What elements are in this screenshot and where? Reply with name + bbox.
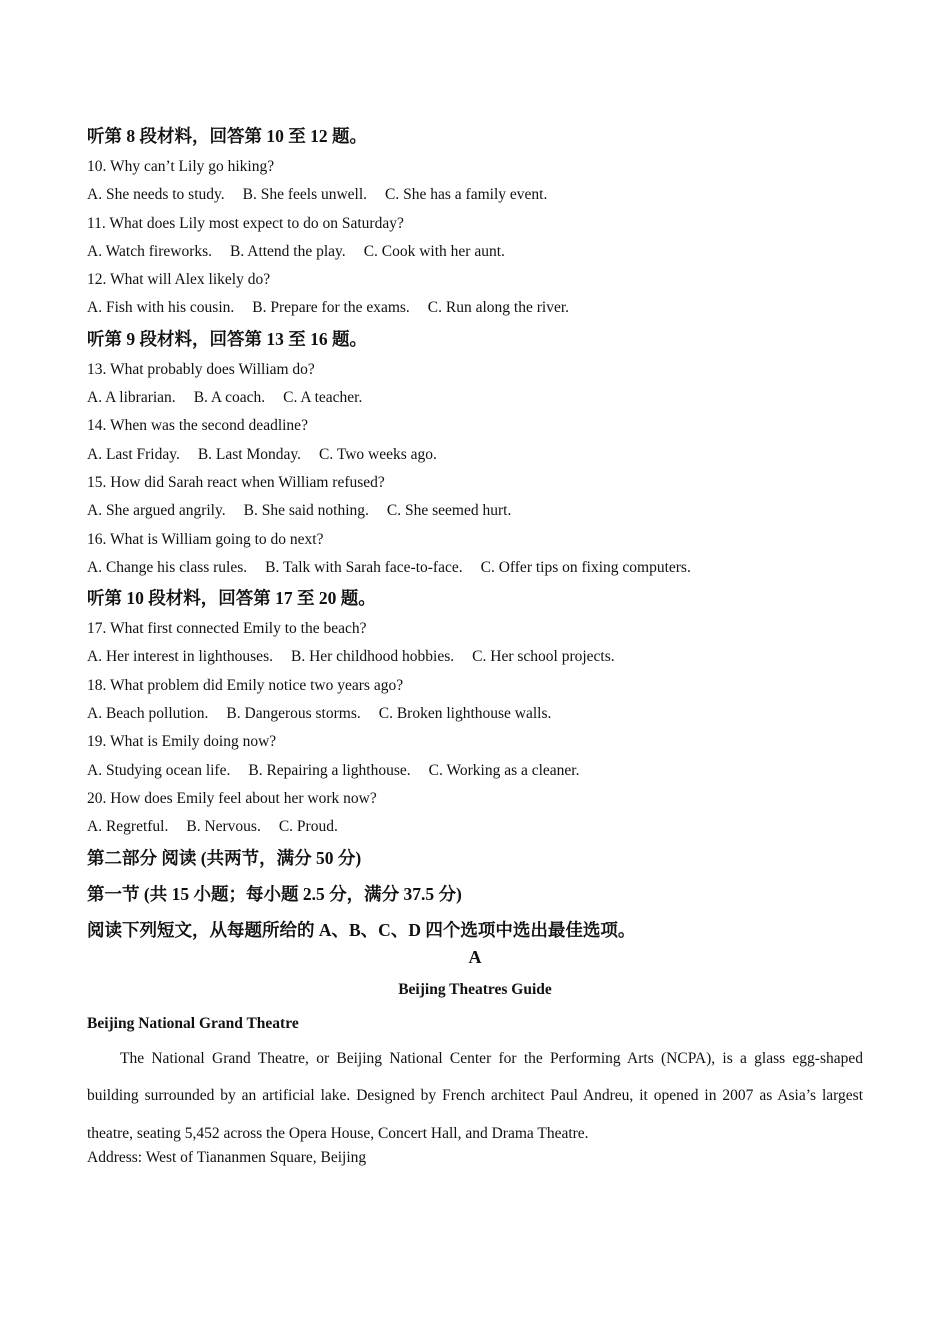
option-a: A. Regretful. <box>87 818 169 836</box>
option-b: B. Dangerous storms. <box>226 705 361 723</box>
options-row <box>87 704 863 724</box>
option-c: C. She seemed hurt. <box>386 502 512 520</box>
section-heading: 听第 9 段材料，回答第 13 至 16 题。 <box>87 328 367 349</box>
reading-instruction: 阅读下列短文，从每题所给的 A、B、C、D 四个选项中选出最佳选项。 <box>87 919 636 940</box>
options-row <box>87 558 863 578</box>
options-row <box>87 185 863 205</box>
option-c: C. Offer tips on fixing computers. <box>480 558 691 576</box>
question-11 <box>87 214 863 262</box>
option-c: C. Cook with her aunt. <box>363 242 505 260</box>
option-a: A. Beach pollution. <box>87 705 209 723</box>
option-a: A. Fish with his cousin. <box>87 299 235 317</box>
section-9 <box>87 327 863 578</box>
option-a: A. A librarian. <box>87 389 176 407</box>
option-b: B. Repairing a lighthouse. <box>248 761 411 779</box>
question-17 <box>87 619 863 667</box>
option-c: C. Two weeks ago. <box>319 445 437 463</box>
options-row <box>87 817 863 837</box>
option-b: B. A coach. <box>193 389 266 407</box>
question-18 <box>87 676 863 724</box>
article-title: Beijing Theatres Guide <box>398 980 552 998</box>
question-14 <box>87 416 863 464</box>
option-b: B. She said nothing. <box>243 502 369 520</box>
option-a: A. Last Friday. <box>87 445 180 463</box>
options-row <box>87 445 863 465</box>
option-a: A. Studying ocean life. <box>87 761 231 779</box>
section-one-title: 第一节 (共 15 小题；每小题 2.5 分，满分 37.5 分) <box>87 883 462 904</box>
options-row <box>87 647 863 667</box>
article-a <box>87 945 863 1170</box>
question-text: 16. What is William going to do next? <box>87 530 324 548</box>
section-heading: 听第 10 段材料，回答第 17 至 20 题。 <box>87 588 376 609</box>
option-b: B. She feels unwell. <box>242 186 368 204</box>
option-b: B. Last Monday. <box>197 445 302 463</box>
option-b: B. Talk with Sarah face-to-face. <box>265 558 463 576</box>
option-c: C. Her school projects. <box>472 648 615 666</box>
option-c: C. Run along the river. <box>427 299 569 317</box>
question-19 <box>87 732 863 780</box>
options-row <box>87 298 863 318</box>
option-a: A. Watch fireworks. <box>87 242 213 260</box>
option-a: A. Her interest in lighthouses. <box>87 648 273 666</box>
question-20 <box>87 789 863 837</box>
option-b: B. Her childhood hobbies. <box>290 648 455 666</box>
exam-page <box>87 124 863 1169</box>
question-text: 12. What will Alex likely do? <box>87 271 271 289</box>
question-16 <box>87 530 863 578</box>
question-text: 14. When was the second deadline? <box>87 417 308 435</box>
question-12 <box>87 270 863 318</box>
article-subheading: Beijing National Grand Theatre <box>87 1014 299 1032</box>
question-text: 20. How does Emily feel about her work now? <box>87 789 377 807</box>
question-10 <box>87 157 863 205</box>
article-paragraph: The National Grand Theatre, or Beijing National Center for the Performing Arts (NCPA), is a glass egg-shaped building surrounded by an artificial lake. Designed by French architect Paul Andreu, it opened in 2007 as Asia’s largest theatre, seating 5,452 across the Opera House, Concert Hall, and Drama Theatre. <box>87 1049 863 1142</box>
option-c: C. Working as a cleaner. <box>428 761 580 779</box>
question-text: 13. What probably does William do? <box>87 360 315 378</box>
question-text: 11. What does Lily most expect to do on Saturday? <box>87 214 404 232</box>
option-b: B. Prepare for the exams. <box>252 299 410 317</box>
question-15 <box>87 473 863 521</box>
options-row <box>87 388 863 408</box>
option-c: C. Broken lighthouse walls. <box>378 705 552 723</box>
section-8 <box>87 124 863 318</box>
option-a: A. She argued angrily. <box>87 502 226 520</box>
option-b: B. Attend the play. <box>230 242 346 260</box>
part-title: 第二部分 阅读 (共两节，满分 50 分) <box>87 847 362 868</box>
option-c: C. She has a family event. <box>385 186 548 204</box>
question-text: 18. What problem did Emily notice two years ago? <box>87 676 404 694</box>
option-a: A. She needs to study. <box>87 186 225 204</box>
section-10 <box>87 586 863 837</box>
question-text: 17. What first connected Emily to the beach? <box>87 620 367 638</box>
option-b: B. Nervous. <box>186 818 261 836</box>
part-two-header <box>87 846 863 942</box>
section-heading: 听第 8 段材料，回答第 10 至 12 题。 <box>87 126 367 146</box>
option-c: C. Proud. <box>278 818 338 836</box>
options-row <box>87 761 863 781</box>
article-letter: A <box>468 946 482 967</box>
question-text: 19. What is Emily doing now? <box>87 733 277 751</box>
option-c: C. A teacher. <box>283 389 363 407</box>
question-text: 10. Why can’t Lily go hiking? <box>87 158 275 175</box>
options-row <box>87 242 863 262</box>
question-text: 15. How did Sarah react when William refused? <box>87 473 385 491</box>
question-13 <box>87 360 863 408</box>
options-row <box>87 501 863 521</box>
option-a: A. Change his class rules. <box>87 558 248 576</box>
article-address: Address: West of Tiananmen Square, Beijing <box>87 1149 367 1167</box>
